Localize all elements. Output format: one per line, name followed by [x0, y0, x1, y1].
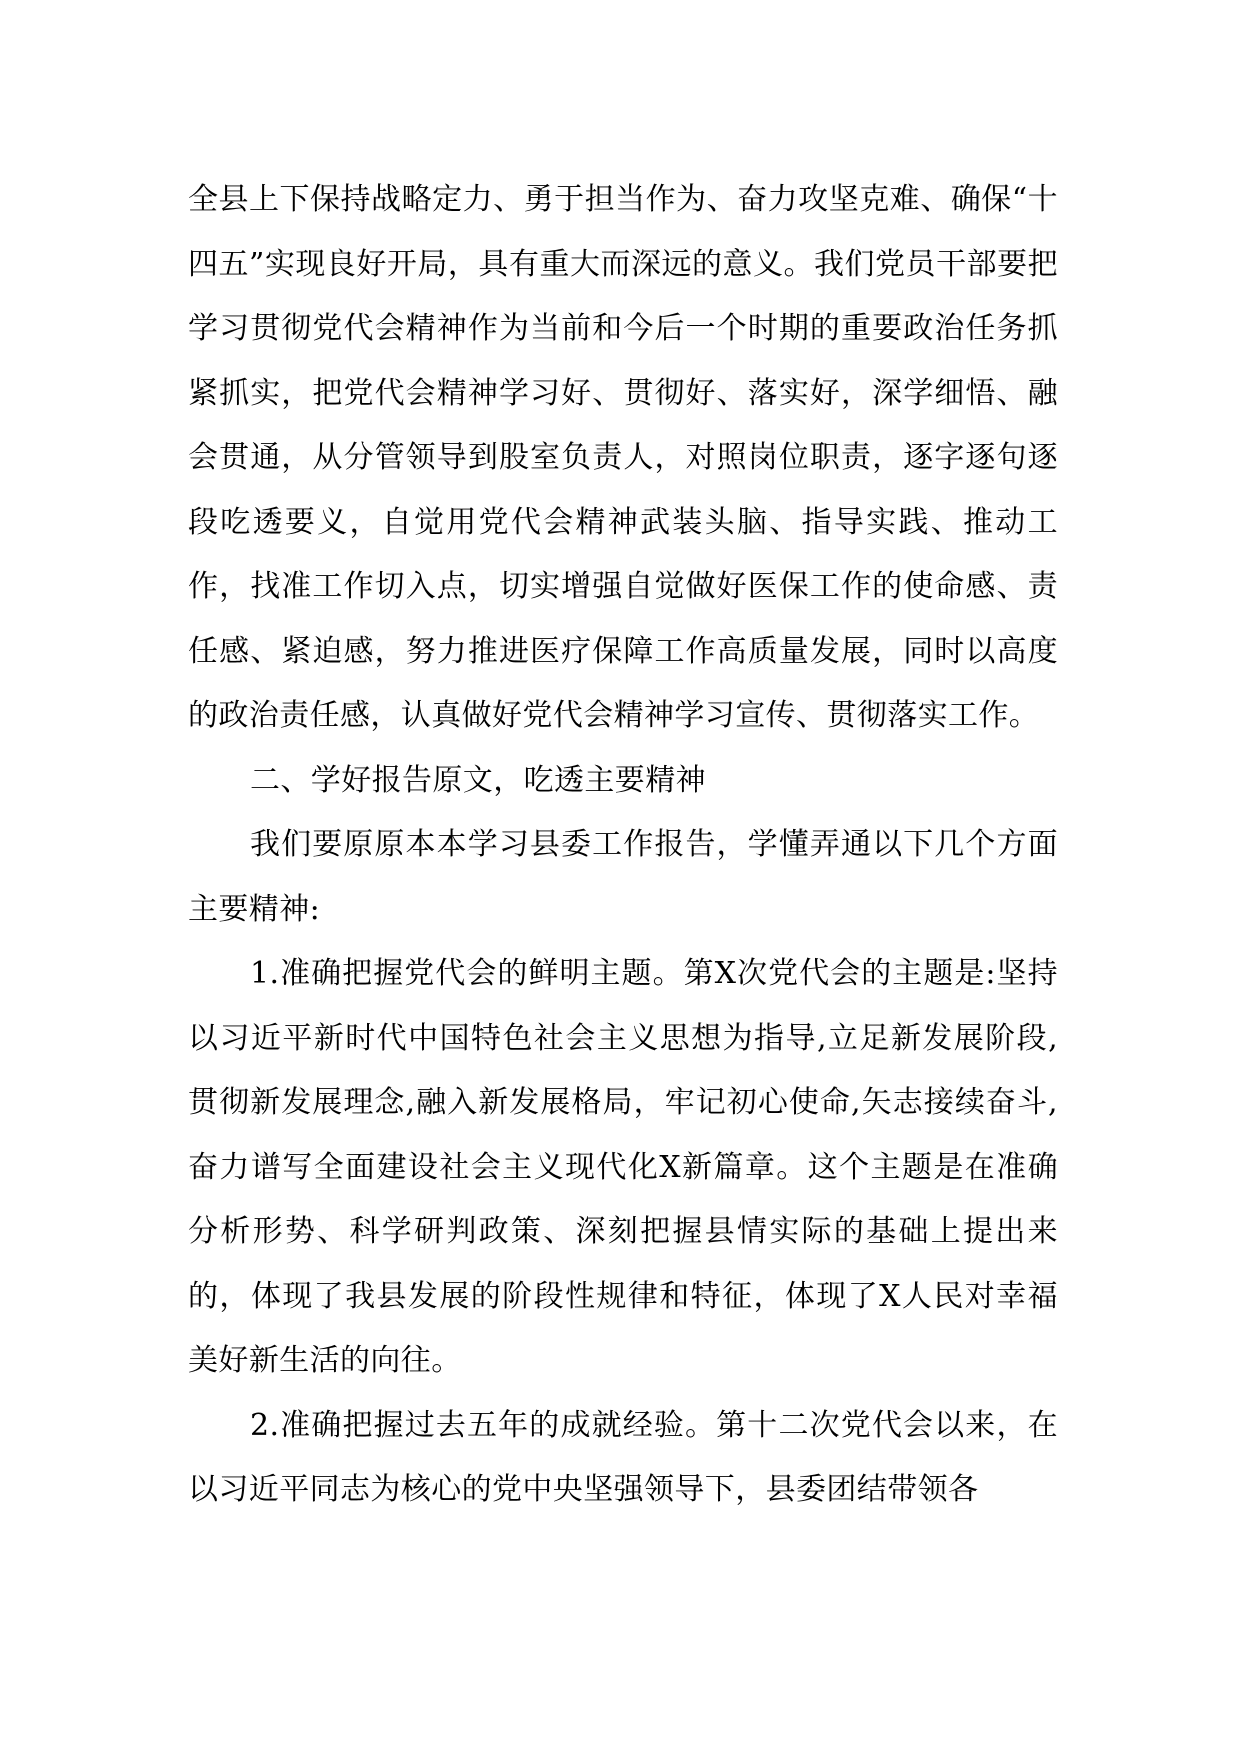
numbered-paragraph-1: 1.准确把握党代会的鲜明主题。第X次党代会的主题是:坚持以习近平新时代中国特色社会主义思想为指导,立足新发展阶段,贯彻新发展理念,融入新发展格局，牢记初心使命,矢志接续奋斗,奋力谱写全面建设社会主义现代化X新篇章。这个主题是在准确分析形势、科学研判政策、深刻把握县情实际的基础上提出来的，体现了我县发展的阶段性规律和特征，体现了X人民对幸福美好新生活的向往。 [188, 956, 1058, 1378]
numbered-paragraph-2: 2.准确把握过去五年的成就经验。第十二次党代会以来，在以习近平同志为核心的党中央坚强领导下，县委团结带领各 [188, 1407, 1058, 1507]
document-body [188, 168, 1058, 1523]
section-heading: 二、学好报告原文，吃透主要精神 [250, 762, 706, 798]
body-paragraph-continued: 全县上下保持战略定力、勇于担当作为、奋力攻坚克难、确保“十四五”实现良好开局，具有重大而深远的意义。我们党员干部要把学习贯彻党代会精神作为当前和今后一个时期的重要政治任务抓紧抓实，把党代会精神学习好、贯彻好、落实好，深学细悟、融会贯通，从分管领导到股室负责人，对照岗位职责，逐字逐句逐段吃透要义，自觉用党代会精神武装头脑、指导实践、推动工作，找准工作切入点，切实增强自觉做好医保工作的使命感、责任感、紧迫感，努力推进医疗保障工作高质量发展，同时以高度的政治责任感，认真做好党代会精神学习宣传、贯彻落实工作。 [188, 182, 1058, 733]
body-paragraph-intro: 我们要原原本本学习县委工作报告，学懂弄通以下几个方面主要精神: [188, 827, 1058, 927]
